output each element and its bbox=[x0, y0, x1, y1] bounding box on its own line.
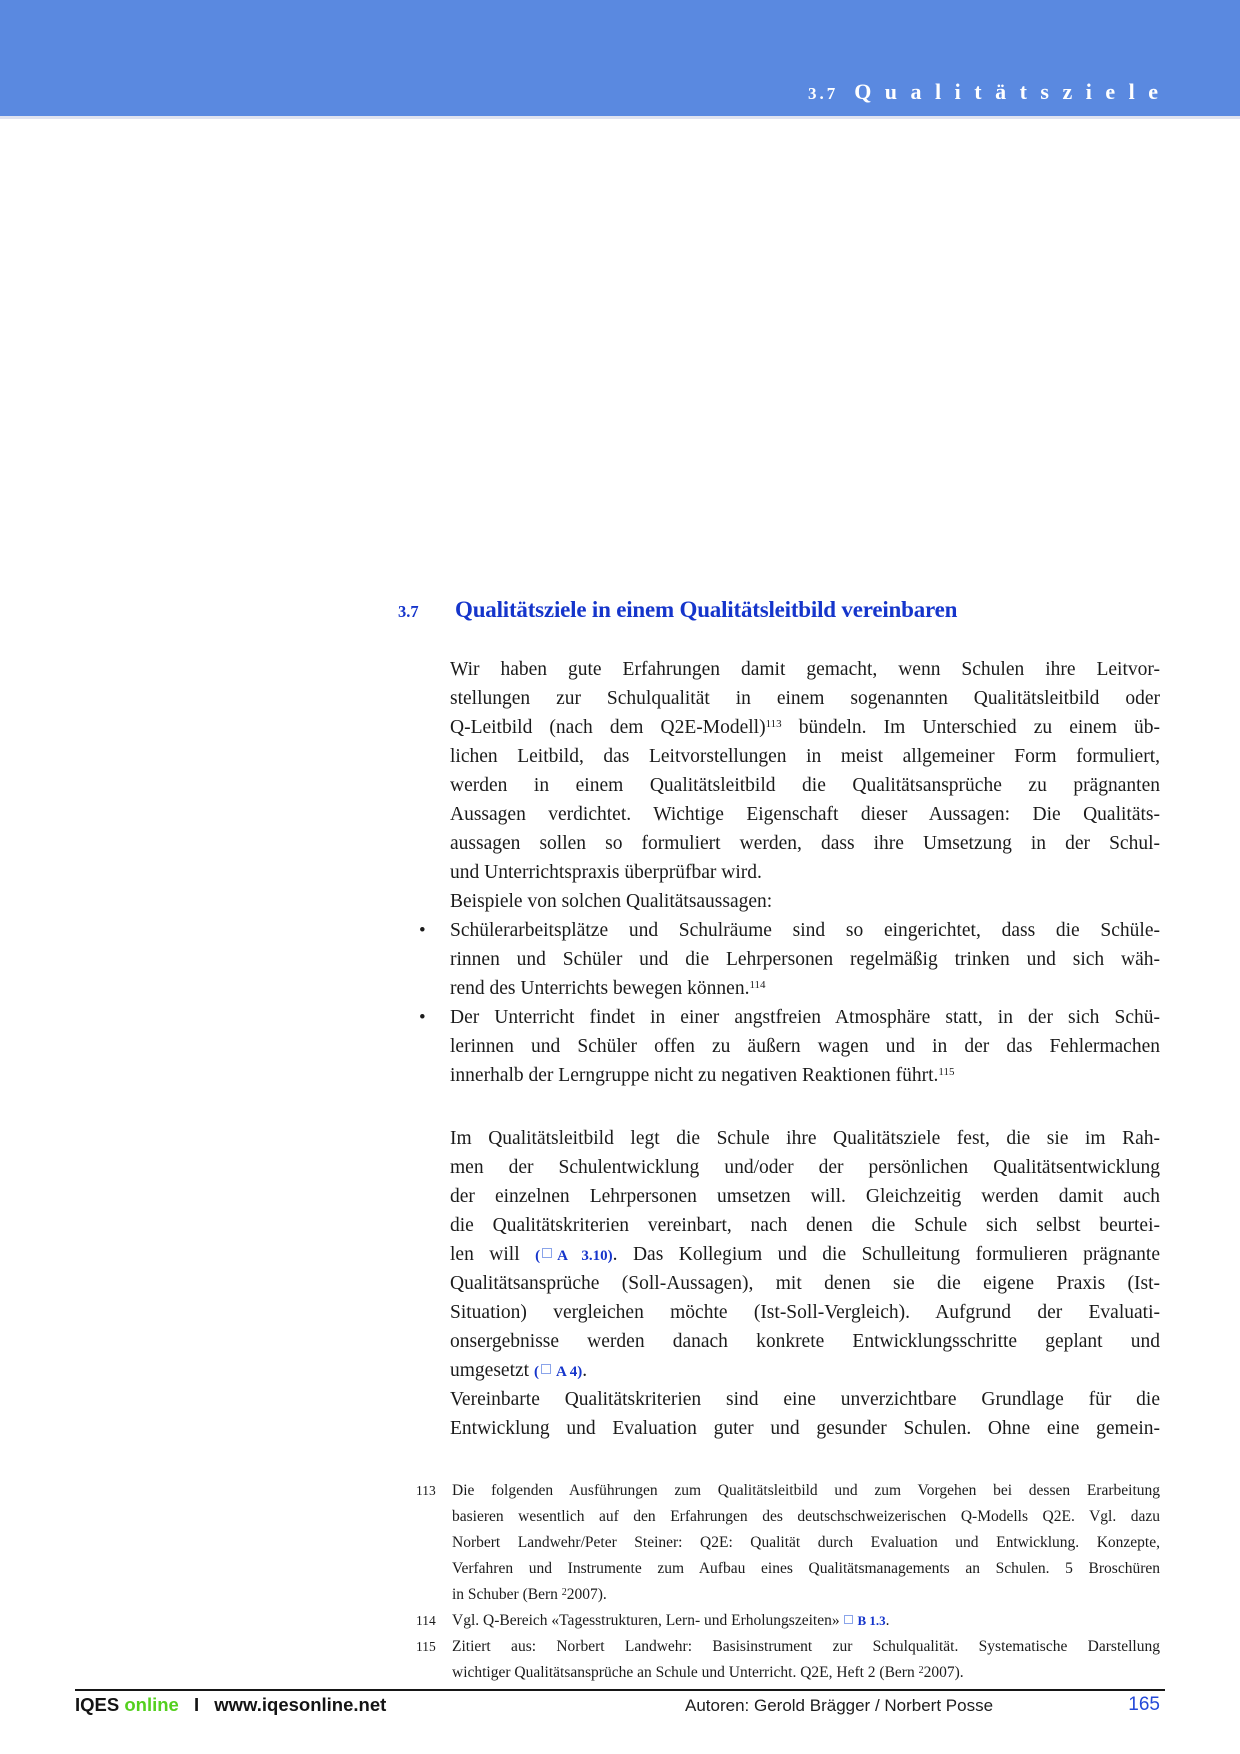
text-run: onsergebnisse werden danach konkrete Entwicklungsschritte geplant und bbox=[450, 1331, 1160, 1352]
reference-link[interactable]: ( bbox=[535, 1248, 541, 1264]
running-header-title: Q u a l i t ä t s z i e l e bbox=[854, 79, 1162, 104]
text-line bbox=[450, 887, 1160, 916]
bullet-icon: • bbox=[419, 1007, 426, 1028]
body-text-column bbox=[419, 655, 1160, 1443]
text-line bbox=[452, 1582, 1160, 1608]
text-run: der einzelnen Lehrpersonen umsetzen will. Gleichzeitig werden damit auch bbox=[450, 1186, 1160, 1207]
text-line bbox=[452, 1504, 1160, 1530]
text-run: . bbox=[885, 1612, 890, 1629]
footnote-number: 114 bbox=[416, 1613, 436, 1628]
text-run: . Das Kollegium und die Schulleitung formulieren prägnante bbox=[612, 1244, 1160, 1265]
text-line bbox=[450, 742, 1160, 771]
text-run: . bbox=[582, 1360, 588, 1381]
text-line bbox=[450, 1240, 1160, 1269]
text-run: wichtiger Qualitätsansprüche an Schule und Unterricht. Q2E, Heft 2 (Bern bbox=[452, 1664, 919, 1681]
text-run: 2007). bbox=[923, 1664, 964, 1681]
text-run: bündeln. Im Unterschied zu einem üb- bbox=[781, 717, 1160, 738]
text-line bbox=[450, 1153, 1160, 1182]
text-run: umgesetzt bbox=[450, 1360, 534, 1381]
section-title: Qualitätsziele in einem Qualitätsleitbild vereinbaren bbox=[455, 597, 958, 622]
paragraph bbox=[450, 1124, 1160, 1385]
text-run: Aussagen verdichtet. Wichtige Eigenschaft dieser Aussagen: Die Qualitäts- bbox=[450, 804, 1160, 825]
footnote bbox=[416, 1634, 1160, 1686]
text-line bbox=[452, 1556, 1160, 1582]
text-run: stellungen zur Schulqualität in einem sogenannten Qualitätsleitbild oder bbox=[450, 688, 1160, 709]
footnote-superscript: 115 bbox=[938, 1066, 955, 1078]
footnote-superscript: 113 bbox=[765, 718, 782, 730]
bullet-item bbox=[419, 916, 1160, 1003]
text-line bbox=[450, 655, 1160, 684]
text-run: Wir haben gute Erfahrungen damit gemacht, wenn Schulen ihre Leitvor- bbox=[450, 659, 1160, 680]
text-run: Entwicklung und Evaluation guter und gesunder Schulen. Ohne eine gemein- bbox=[450, 1418, 1160, 1439]
text-line bbox=[450, 1269, 1160, 1298]
running-header bbox=[808, 79, 1162, 105]
text-line bbox=[450, 916, 1160, 945]
footnote-superscript: 2 bbox=[918, 1665, 924, 1676]
text-run: die Qualitätskriterien vereinbart, nach denen die Schule sich selbst beurtei- bbox=[450, 1215, 1160, 1236]
text-run: aussagen sollen so formuliert werden, dass ihre Umsetzung in der Schul- bbox=[450, 833, 1160, 854]
paragraph bbox=[450, 887, 1160, 916]
text-run: und Unterrichtspraxis überprüfbar wird. bbox=[450, 862, 762, 883]
text-line bbox=[450, 1124, 1160, 1153]
page-number: 165 bbox=[1128, 1694, 1160, 1715]
brand-online: online bbox=[124, 1694, 179, 1715]
text-line bbox=[450, 771, 1160, 800]
text-run: men der Schulentwicklung und/oder der persönlichen Qualitätsentwicklung bbox=[450, 1157, 1160, 1178]
text-line bbox=[450, 800, 1160, 829]
text-run: 2007). bbox=[566, 1586, 607, 1603]
text-line bbox=[450, 1414, 1160, 1443]
footer-authors: Autoren: Gerold Brägger / Norbert Posse bbox=[685, 1696, 994, 1715]
text-run: rend des Unterrichts bewegen können. bbox=[450, 978, 750, 999]
text-run: Norbert Landwehr/Peter Steiner: Q2E: Qualität durch Evaluation und Entwicklung. Konzepte, bbox=[452, 1534, 1160, 1551]
footer-site-url: www.iqesonline.net bbox=[214, 1694, 387, 1715]
reference-link[interactable]: B 1.3 bbox=[857, 1613, 886, 1628]
text-line bbox=[450, 1298, 1160, 1327]
section-number: 3.7 bbox=[398, 602, 419, 621]
text-run: basieren wesentlich auf den Erfahrungen des deutschschweizerischen Q-Modells Q2E. Vgl. dazu bbox=[452, 1508, 1160, 1525]
footnotes-section bbox=[416, 1478, 1160, 1686]
footnote-number: 115 bbox=[416, 1639, 436, 1654]
reference-link[interactable]: ( bbox=[533, 1364, 539, 1380]
reference-link[interactable]: A 3.10) bbox=[557, 1248, 613, 1264]
text-line bbox=[452, 1608, 1160, 1634]
text-run: Der Unterricht findet in einer angstfreien Atmosphäre statt, in der sich Schü- bbox=[450, 1007, 1160, 1028]
section-heading bbox=[398, 597, 957, 623]
text-line bbox=[450, 1327, 1160, 1356]
paragraph-gap bbox=[450, 1090, 1160, 1124]
text-run: len will bbox=[450, 1244, 536, 1265]
text-line bbox=[452, 1660, 1160, 1686]
text-run: Im Qualitätsleitbild legt die Schule ihre Qualitätsziele fest, die sie im Rah- bbox=[450, 1128, 1160, 1149]
header-band bbox=[0, 0, 1240, 119]
footnote-superscript: 2 bbox=[561, 1587, 567, 1598]
footer-divider bbox=[75, 1689, 1165, 1691]
bullet-icon: • bbox=[419, 920, 426, 941]
text-run: innerhalb der Lerngruppe nicht zu negativen Reaktionen führt. bbox=[450, 1065, 939, 1086]
bullet-item bbox=[419, 1003, 1160, 1090]
text-run: Vereinbarte Qualitätskriterien sind eine unverzichtbare Grundlage für die bbox=[450, 1389, 1160, 1410]
text-line bbox=[450, 945, 1160, 974]
footnote-superscript: 114 bbox=[749, 979, 766, 991]
reference-box-icon bbox=[844, 1615, 853, 1624]
footnote bbox=[416, 1478, 1160, 1608]
text-line bbox=[450, 1356, 1160, 1385]
text-line bbox=[450, 974, 1160, 1003]
text-line bbox=[450, 829, 1160, 858]
paragraph bbox=[450, 655, 1160, 887]
text-run: werden in einem Qualitätsleitbild die Qualitätsansprüche zu prägnanten bbox=[450, 775, 1160, 796]
text-run: Die folgenden Ausführungen zum Qualitätsleitbild und zum Vorgehen bei dessen Erarbeitung bbox=[452, 1482, 1160, 1499]
paragraph bbox=[450, 1385, 1160, 1443]
reference-link[interactable]: A 4) bbox=[555, 1364, 583, 1380]
text-run: Schülerarbeitsplätze und Schulräume sind so eingerichtet, dass die Schüle- bbox=[450, 920, 1160, 941]
text-line bbox=[450, 684, 1160, 713]
text-run: rinnen und Schüler und die Lehrpersonen regelmäßig trinken und sich wäh- bbox=[450, 949, 1160, 970]
text-line bbox=[450, 1211, 1160, 1240]
text-line bbox=[450, 1003, 1160, 1032]
text-run: lichen Leitbild, das Leitvorstellungen in meist allgemeiner Form formuliert, bbox=[450, 746, 1160, 767]
text-line bbox=[450, 1182, 1160, 1211]
reference-box-icon bbox=[541, 1364, 551, 1374]
brand-iqes: IQES bbox=[75, 1694, 120, 1715]
running-header-number: 3.7 bbox=[807, 84, 839, 103]
text-line bbox=[452, 1634, 1160, 1660]
page-footer bbox=[75, 1694, 1165, 1720]
text-run: Verfahren und Instrumente zum Aufbau eines Qualitätsmanagements an Schulen. 5 Broschüren bbox=[452, 1560, 1160, 1577]
text-run: Vgl. Q-Bereich «Tagesstrukturen, Lern- und Erholungszeiten» bbox=[452, 1612, 844, 1629]
text-line bbox=[452, 1530, 1160, 1556]
text-run: Beispiele von solchen Qualitätsaussagen: bbox=[450, 891, 773, 912]
text-line bbox=[450, 1032, 1160, 1061]
text-line bbox=[450, 713, 1160, 742]
text-line bbox=[450, 1385, 1160, 1414]
text-run: in Schuber (Bern bbox=[452, 1586, 562, 1603]
text-run: Q-Leitbild (nach dem Q2E-Modell) bbox=[450, 717, 766, 738]
reference-box-icon bbox=[542, 1248, 552, 1258]
text-run: Qualitätsansprüche (Soll-Aussagen), mit denen sie die eigene Praxis (Ist- bbox=[450, 1273, 1160, 1294]
footnote-number: 113 bbox=[416, 1483, 436, 1498]
text-run: Situation) vergleichen möchte (Ist-Soll-Vergleich). Aufgrund der Evaluati- bbox=[450, 1302, 1160, 1323]
footer-brand bbox=[75, 1694, 386, 1716]
text-run: Zitiert aus: Norbert Landwehr: Basisinstrument zur Schulqualität. Systematische Darstellung bbox=[452, 1638, 1160, 1655]
text-line bbox=[452, 1478, 1160, 1504]
footer-separator: I bbox=[193, 1694, 200, 1715]
text-run: lerinnen und Schüler offen zu äußern wagen und in der das Fehlermachen bbox=[450, 1036, 1160, 1057]
text-line bbox=[450, 1061, 1160, 1090]
footnote bbox=[416, 1608, 1160, 1634]
text-line bbox=[450, 858, 1160, 887]
